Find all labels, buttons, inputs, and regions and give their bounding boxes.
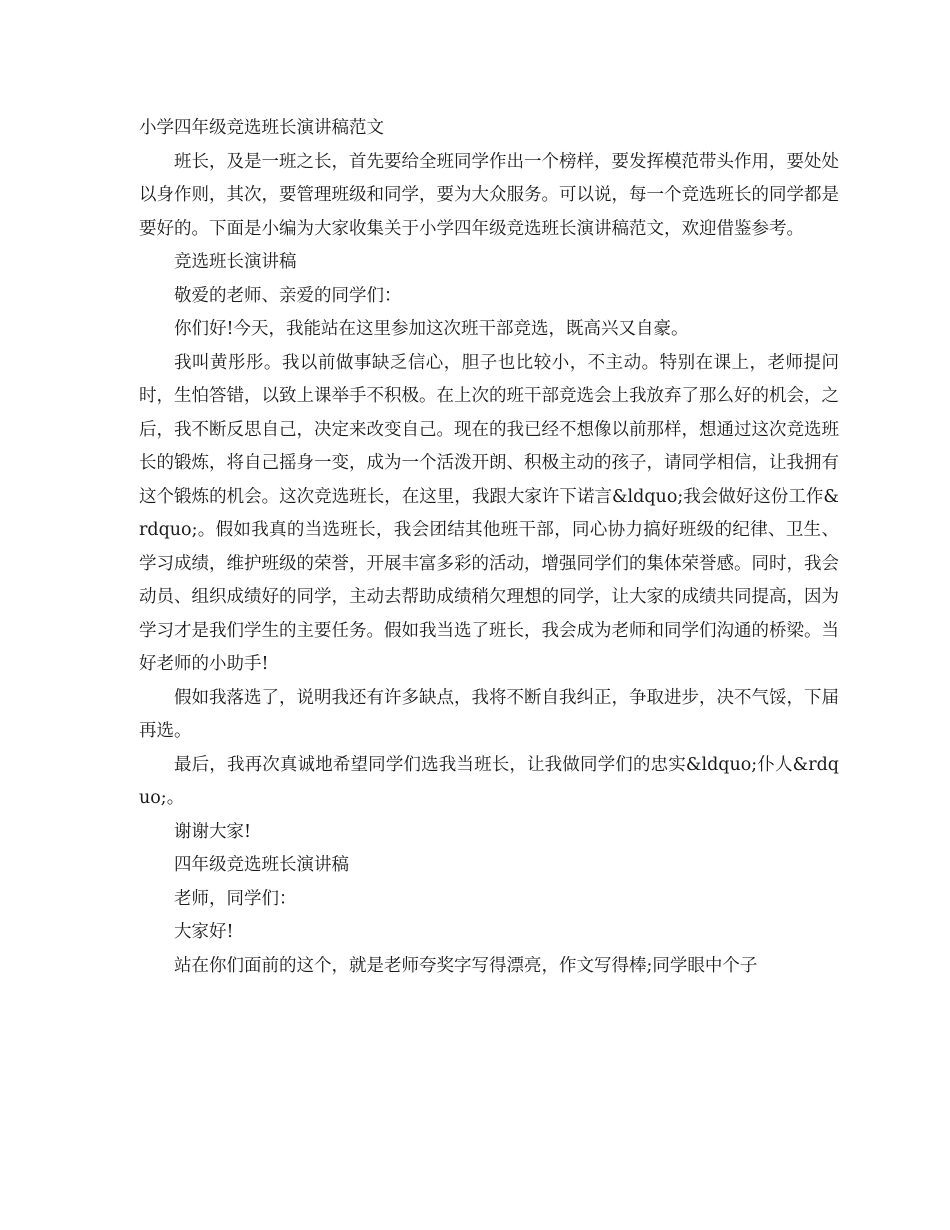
greeting-paragraph: 你们好!今天，我能站在这里参加这次班干部竞选，既高兴又自豪。: [174, 319, 689, 339]
closing-hope-paragraph: 最后，我再次真诚地希望同学们选我当班长，让我做同学们的忠实&ldquo;仆人&rdquo;。: [139, 754, 839, 808]
speech-2-opening-paragraph: 站在你们面前的这个，就是老师夸奖字写得漂亮，作文写得棒;同学眼中个子: [174, 955, 758, 976]
if-not-elected-paragraph: 假如我落选了，说明我还有许多缺点，我将不断自我纠正，争取进步，决不气馁，下届再选。: [139, 687, 839, 741]
salutation-2: 老师，同学们：: [174, 888, 297, 909]
speech-heading-2: 四年级竞选班长演讲稿: [174, 855, 349, 875]
document-body: [139, 112, 839, 983]
greeting-2: 大家好!: [174, 922, 234, 942]
salutation-1: 敬爱的老师、亲爱的同学们：: [174, 285, 402, 306]
thanks-paragraph: 谢谢大家!: [174, 821, 252, 842]
intro-paragraph: 班长，及是一班之长，首先要给全班同学作出一个榜样，要发挥模范带头作用，要处处以身作则，其次，要管理班级和同学，要为大众服务。可以说，每一个竞选班长的同学都是要好的。下面是小编为大家收集关于小学四年级竞选班长演讲稿范文，欢迎借鉴参考。: [139, 151, 839, 239]
self-introduction-paragraph: 我叫黄彤彤。我以前做事缺乏信心，胆子也比较小，不主动。特别在课上，老师提问时，生怕答错，以致上课举手不积极。在上次的班干部竞选会上我放弃了那么好的机会，之后，我不断反思自己，决定来改变自己。现在的我已经不想像以前那样，想通过这次竞选班长的锻炼，将自己摇身一变，成为一个活泼开朗、积极主动的孩子，请同学相信，让我拥有这个锻炼的机会。这次竞选班长，在这里，我跟大家许下诺言&ldquo;我会做好这份工作&rdquo;。假如我真的当选班长，我会团结其他班干部，同心协力搞好班级的纪律、卫生、学习成绩，维护班级的荣誉，开展丰富多彩的活动，增强同学们的集体荣誉感。同时，我会动员、组织成绩好的同学，主动去帮助成绩稍欠理想的同学，让大家的成绩共同提高，因为学习才是我们学生的主要任务。假如我当选了班长，我会成为老师和同学们沟通的桥梁。当好老师的小助手!: [139, 352, 839, 674]
speech-heading-1: 竞选班长演讲稿: [174, 252, 297, 272]
document-title: 小学四年级竞选班长演讲稿范文: [139, 118, 384, 138]
